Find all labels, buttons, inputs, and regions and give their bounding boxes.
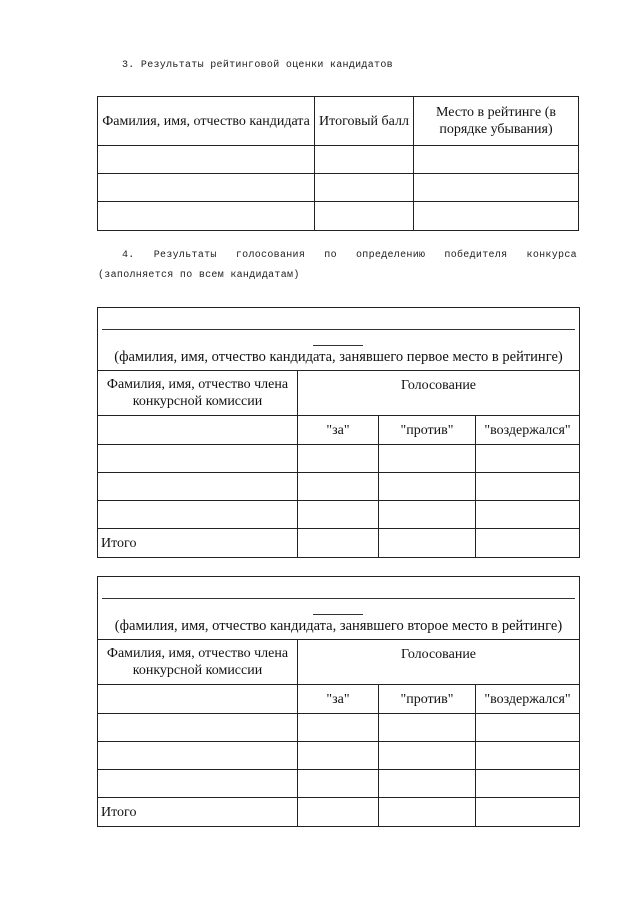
header-voting: Голосование <box>298 640 580 685</box>
total-label: Итого <box>98 529 298 558</box>
header-commission-member: Фамилия, имя, отчество члена конкурсной комиссии <box>98 371 298 416</box>
total-row <box>98 529 580 558</box>
candidate-caption: (фамилия, имя, отчество кандидата, занявшего второе место в рейтинге) <box>114 618 563 634</box>
option-against: "против" <box>379 685 476 714</box>
vote-table-second <box>97 639 580 827</box>
intro-word: голосования <box>235 250 306 261</box>
table-row <box>98 174 579 202</box>
candidate-second-place-box <box>97 576 580 639</box>
intro-word: Результаты <box>153 250 217 261</box>
table-row <box>98 445 580 473</box>
header-commission-member: Фамилия, имя, отчество члена конкурсной комиссии <box>98 640 298 685</box>
table-row <box>98 714 580 742</box>
table-row <box>98 146 579 174</box>
option-abstained: "воздержался" <box>476 685 580 714</box>
option-for: "за" <box>298 685 379 714</box>
option-against: "против" <box>379 416 476 445</box>
rating-table-header <box>98 97 579 146</box>
header-candidate-name: Фамилия, имя, отчество кандидата <box>98 97 315 146</box>
total-label: Итого <box>98 798 298 827</box>
section-4-note: (заполняется по всем кандидатам) <box>98 270 300 281</box>
section-4-intro <box>122 250 577 261</box>
section-3-title: 3. Результаты рейтинговой оценки кандидатов <box>122 60 393 71</box>
header-voting: Голосование <box>298 371 580 416</box>
table-row <box>98 202 579 231</box>
vote-table-first <box>97 370 580 558</box>
signature-dash <box>313 614 363 615</box>
intro-word: победителя <box>444 250 508 261</box>
signature-dash <box>313 345 363 346</box>
table-row <box>98 473 580 501</box>
intro-word: 4. <box>122 250 135 261</box>
header-total-score: Итоговый балл <box>315 97 414 146</box>
table-row <box>98 501 580 529</box>
option-for: "за" <box>298 416 379 445</box>
candidate-first-place-box <box>97 307 580 370</box>
intro-word: определению <box>355 250 426 261</box>
header-rating-place: Место в рейтинге (в порядке убывания) <box>414 97 579 146</box>
rating-table <box>97 96 579 231</box>
intro-word: по <box>324 250 337 261</box>
candidate-name-line <box>102 329 575 330</box>
table-row <box>98 742 580 770</box>
candidate-caption: (фамилия, имя, отчество кандидата, занявшего первое место в рейтинге) <box>114 349 563 365</box>
table-row <box>98 770 580 798</box>
intro-word: конкурса <box>526 250 577 261</box>
option-abstained: "воздержался" <box>476 416 580 445</box>
total-row <box>98 798 580 827</box>
candidate-name-line <box>102 598 575 599</box>
